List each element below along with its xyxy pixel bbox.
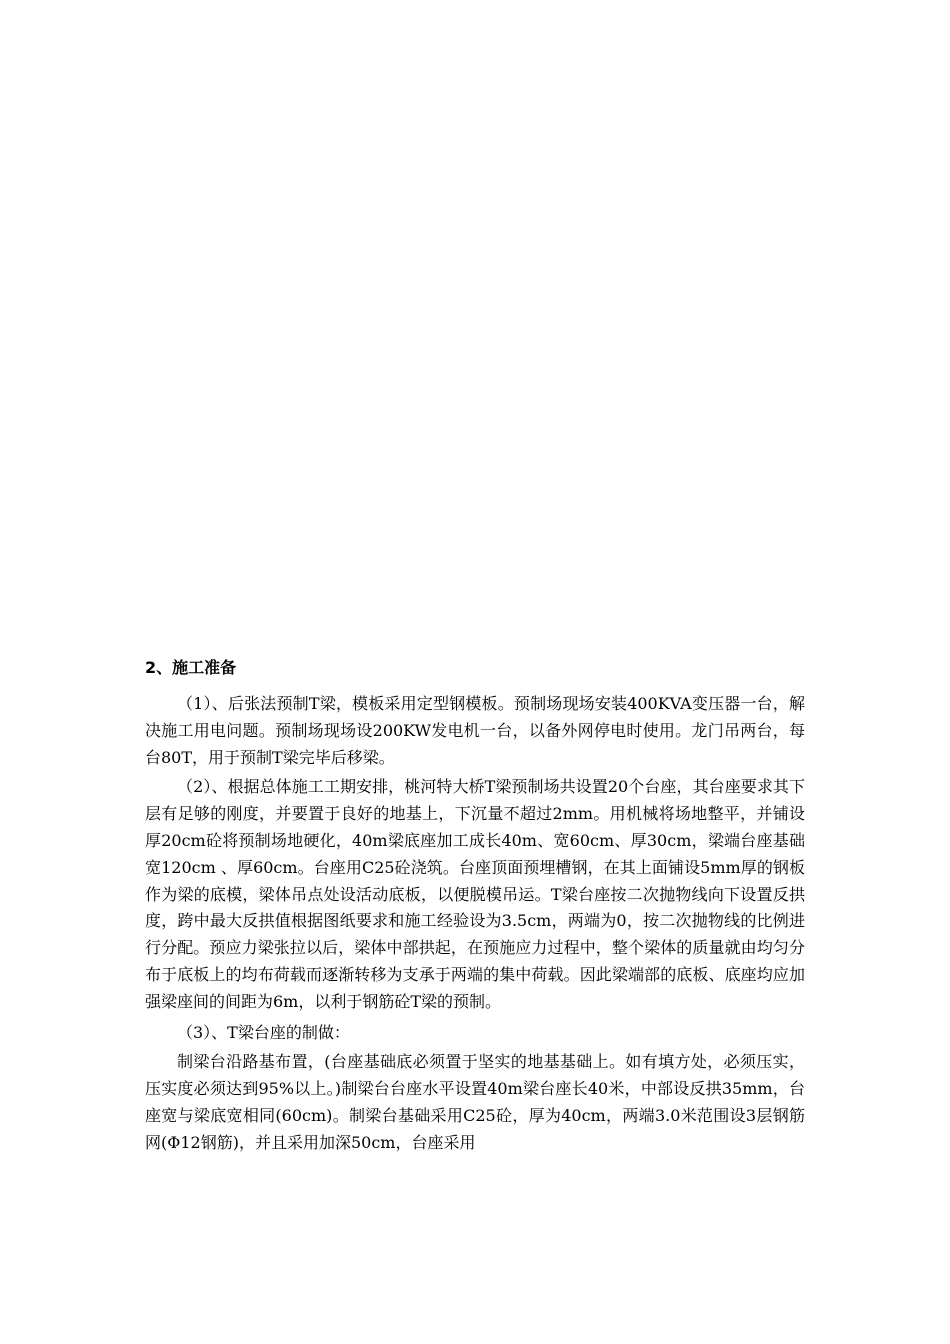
section-title: 2、施工准备 — [145, 658, 237, 677]
paragraph-2: （2）、根据总体施工工期安排，桃河特大桥T梁预制场共设置20个台座，其台座要求其下层有足够的刚度，并要置于良好的地基上，下沉量不超过2mm。用机械将场地整平，并铺设厚20cm砼将预制场地硬化，40m梁底座加工成长40m、宽60cm、厚30cm，梁端台座基础宽120cm 、厚60cm。台座用C25砼浇筑。台座顶面预埋槽钢，在其上面铺设5mm厚的钢板作为梁的底模，梁体吊点处设活动底板，以便脱模吊运。T梁台座按二次抛物线向下设置反拱度，跨中最大反拱值根据图纸要求和施工经验设为3.5cm，两端为0，按二次抛物线的比例进行分配。预应力梁张拉以后，梁体中部拱起，在预施应力过程中，整个梁体的质量就由均匀分布于底板上的均布荷载而逐渐转移为支承于两端的集中荷载。因此梁端部的底板、底座均应加强梁座间的间距为6m，以利于钢筋砼T梁的预制。 — [145, 777, 805, 1011]
subheading-3: （3）、T梁台座的制做： — [177, 1022, 350, 1042]
paragraph-3: 制梁台沿路基布置，(台座基础底必须置于坚实的地基基础上。如有填方处，必须压实，压实度必须达到95%以上。)制梁台台座水平设置40m梁台座长40米，中部设反拱35mm，台座宽与梁底宽相同(60cm)。制梁台基础采用C25砼，厚为40cm，两端3.0米范围设3层钢筋网(Φ12钢筋)，并且采用加深50cm，台座采用 — [145, 1052, 805, 1152]
paragraph-1: （1）、后张法预制T梁，模板采用定型钢模板。预制场现场安装400KVA变压器一台，解决施工用电问题。预制场现场设200KW发电机一台，以备外网停电时使用。龙门吊两台，每台80T，用于预制T梁完毕后移梁。 — [145, 694, 805, 767]
document-body — [145, 655, 805, 1157]
